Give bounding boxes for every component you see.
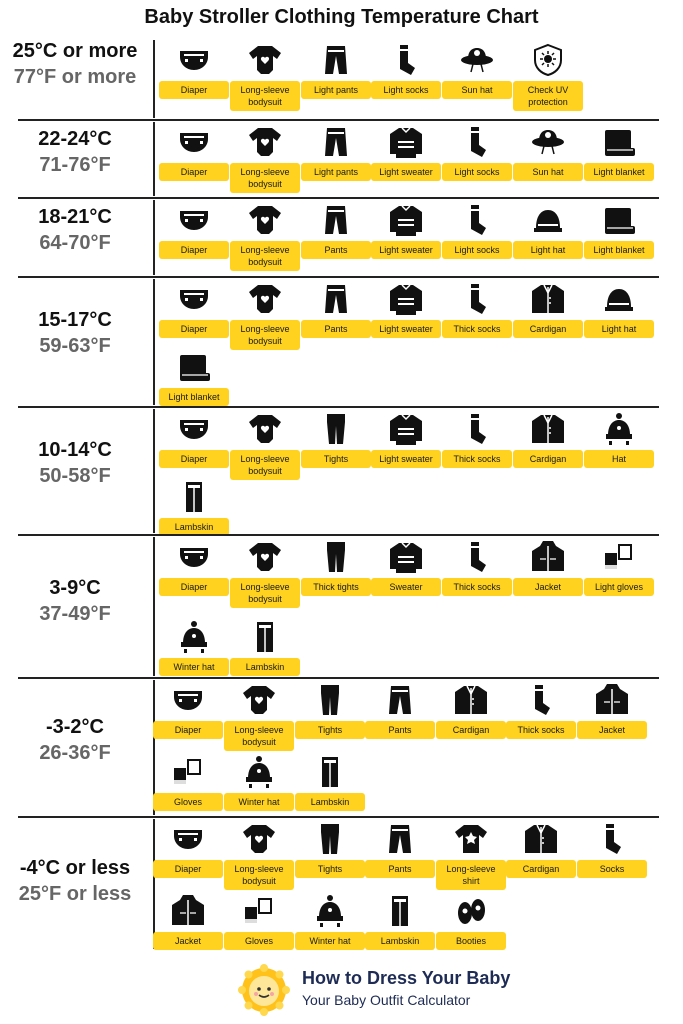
row-divider bbox=[18, 119, 659, 121]
socks-icon bbox=[459, 411, 495, 447]
clothing-label: Diaper bbox=[159, 241, 229, 259]
clothing-item bbox=[371, 42, 441, 99]
column-divider bbox=[153, 537, 155, 676]
light-hat-icon bbox=[530, 202, 566, 238]
temperature-celsius: 15-17°C bbox=[38, 309, 112, 331]
clothing-label: Light blanket bbox=[159, 388, 229, 406]
brand-tagline: Your Baby Outfit Calculator bbox=[302, 992, 471, 1008]
pants-icon bbox=[318, 202, 354, 238]
bodysuit-icon bbox=[247, 124, 283, 160]
clothing-item bbox=[371, 539, 441, 596]
jacket-icon bbox=[170, 893, 206, 929]
temperature-fahrenheit: 77°F or more bbox=[13, 66, 137, 88]
clothing-item bbox=[295, 754, 365, 811]
temperature-fahrenheit: 71-76°F bbox=[39, 154, 111, 176]
diaper-icon bbox=[176, 539, 212, 575]
clothing-item bbox=[506, 821, 576, 878]
clothing-item bbox=[159, 539, 229, 596]
blanket-icon bbox=[601, 124, 637, 160]
temperature-range bbox=[0, 40, 150, 88]
diaper-icon bbox=[176, 124, 212, 160]
clothing-label: Thick tights bbox=[301, 578, 371, 596]
temperature-celsius: 25°C or more bbox=[12, 40, 138, 62]
clothing-item bbox=[442, 202, 512, 259]
clothing-item bbox=[159, 124, 229, 181]
clothing-item bbox=[301, 124, 371, 181]
clothing-label: Check UV protection bbox=[513, 81, 583, 111]
diaper-icon bbox=[176, 411, 212, 447]
clothing-label: Cardigan bbox=[513, 320, 583, 338]
temperature-range bbox=[0, 857, 150, 905]
clothing-label: Jacket bbox=[577, 721, 647, 739]
clothing-item bbox=[513, 411, 583, 468]
pants-icon bbox=[318, 42, 354, 78]
clothing-item bbox=[584, 202, 654, 259]
clothing-label: Light blanket bbox=[584, 241, 654, 259]
clothing-label: Long-sleeve bodysuit bbox=[230, 81, 300, 111]
winter-hat-icon bbox=[601, 411, 637, 447]
cardigan-icon bbox=[453, 682, 489, 718]
temperature-range bbox=[0, 716, 150, 764]
clothing-label: Light pants bbox=[301, 81, 371, 99]
sweater-icon bbox=[388, 124, 424, 160]
clothing-label: Long-sleeve bodysuit bbox=[224, 721, 294, 751]
clothing-item bbox=[295, 893, 365, 950]
lambskin-icon bbox=[247, 619, 283, 655]
clothing-label: Booties bbox=[436, 932, 506, 950]
clothing-label: Cardigan bbox=[506, 860, 576, 878]
socks-icon bbox=[459, 124, 495, 160]
clothing-label: Light sweater bbox=[371, 163, 441, 181]
clothing-item bbox=[513, 539, 583, 596]
clothing-item bbox=[371, 202, 441, 259]
clothing-item bbox=[230, 411, 300, 480]
blanket-icon bbox=[176, 349, 212, 385]
clothing-item bbox=[295, 682, 365, 739]
clothing-label: Pants bbox=[365, 860, 435, 878]
clothing-label: Gloves bbox=[153, 793, 223, 811]
clothing-item bbox=[442, 281, 512, 338]
uv-shield-icon bbox=[530, 42, 566, 78]
temperature-celsius: 3-9°C bbox=[49, 577, 101, 599]
clothing-item bbox=[301, 539, 371, 596]
clothing-label: Tights bbox=[301, 450, 371, 468]
row-divider bbox=[18, 534, 659, 536]
clothing-label: Light socks bbox=[371, 81, 441, 99]
sun-hat-icon bbox=[530, 124, 566, 160]
socks-icon bbox=[388, 42, 424, 78]
clothing-label: Diaper bbox=[159, 81, 229, 99]
diaper-icon bbox=[176, 42, 212, 78]
clothing-item bbox=[436, 821, 506, 890]
clothing-item bbox=[224, 682, 294, 751]
shirt-icon bbox=[453, 821, 489, 857]
column-divider bbox=[153, 279, 155, 405]
temperature-celsius: 10-14°C bbox=[38, 439, 112, 461]
jacket-icon bbox=[530, 539, 566, 575]
row-divider bbox=[18, 276, 659, 278]
socks-icon bbox=[459, 539, 495, 575]
diaper-icon bbox=[170, 821, 206, 857]
booties-icon bbox=[453, 893, 489, 929]
clothing-item bbox=[224, 754, 294, 811]
clothing-item bbox=[584, 411, 654, 468]
clothing-label: Gloves bbox=[224, 932, 294, 950]
row-divider bbox=[18, 677, 659, 679]
clothing-label: Winter hat bbox=[159, 658, 229, 676]
bodysuit-icon bbox=[241, 682, 277, 718]
clothing-item bbox=[301, 281, 371, 338]
gloves-icon bbox=[601, 539, 637, 575]
socks-icon bbox=[459, 202, 495, 238]
clothing-item bbox=[365, 821, 435, 878]
clothing-item bbox=[371, 411, 441, 468]
clothing-item bbox=[230, 539, 300, 608]
bodysuit-icon bbox=[247, 42, 283, 78]
gloves-icon bbox=[241, 893, 277, 929]
clothing-item bbox=[371, 124, 441, 181]
clothing-label: Long-sleeve bodysuit bbox=[224, 860, 294, 890]
clothing-label: Pants bbox=[365, 721, 435, 739]
clothing-label: Light sweater bbox=[371, 320, 441, 338]
clothing-item bbox=[159, 202, 229, 259]
column-divider bbox=[153, 200, 155, 275]
blanket-icon bbox=[601, 202, 637, 238]
temperature-fahrenheit: 64-70°F bbox=[39, 232, 111, 254]
cardigan-icon bbox=[523, 821, 559, 857]
temperature-fahrenheit: 59-63°F bbox=[39, 335, 111, 357]
clothing-item bbox=[442, 124, 512, 181]
clothing-item bbox=[513, 124, 583, 181]
row-divider bbox=[18, 197, 659, 199]
sweater-icon bbox=[388, 411, 424, 447]
clothing-label: Light pants bbox=[301, 163, 371, 181]
clothing-label: Long-sleeve bodysuit bbox=[230, 320, 300, 350]
lambskin-icon bbox=[312, 754, 348, 790]
column-divider bbox=[153, 40, 155, 118]
clothing-label: Long-sleeve shirt bbox=[436, 860, 506, 890]
clothing-item bbox=[442, 539, 512, 596]
clothing-label: Cardigan bbox=[436, 721, 506, 739]
clothing-label: Light socks bbox=[442, 163, 512, 181]
clothing-item bbox=[513, 281, 583, 338]
clothing-label: Jacket bbox=[513, 578, 583, 596]
temperature-celsius: -4°C or less bbox=[19, 857, 131, 879]
clothing-item bbox=[224, 893, 294, 950]
clothing-item bbox=[159, 281, 229, 338]
clothing-item bbox=[584, 124, 654, 181]
clothing-label: Sun hat bbox=[513, 163, 583, 181]
bodysuit-icon bbox=[247, 202, 283, 238]
clothing-label: Tights bbox=[295, 721, 365, 739]
temperature-fahrenheit: 26-36°F bbox=[39, 742, 111, 764]
clothing-item bbox=[230, 124, 300, 193]
winter-hat-icon bbox=[312, 893, 348, 929]
cardigan-icon bbox=[530, 411, 566, 447]
clothing-item bbox=[436, 893, 506, 950]
clothing-label: Diaper bbox=[159, 320, 229, 338]
clothing-item bbox=[230, 281, 300, 350]
clothing-label: Tights bbox=[295, 860, 365, 878]
row-divider bbox=[18, 816, 659, 818]
clothing-label: Lambskin bbox=[365, 932, 435, 950]
socks-icon bbox=[594, 821, 630, 857]
clothing-item bbox=[230, 202, 300, 271]
temperature-range bbox=[0, 439, 150, 487]
sun-baby-logo-icon bbox=[238, 964, 290, 1016]
clothing-label: Pants bbox=[301, 241, 371, 259]
clothing-item bbox=[577, 821, 647, 878]
column-divider bbox=[153, 122, 155, 196]
clothing-label: Sun hat bbox=[442, 81, 512, 99]
temperature-range bbox=[0, 128, 150, 176]
clothing-label: Long-sleeve bodysuit bbox=[230, 450, 300, 480]
clothing-label: Jacket bbox=[153, 932, 223, 950]
clothing-label: Light blanket bbox=[584, 163, 654, 181]
clothing-label: Thick socks bbox=[442, 578, 512, 596]
chart-title: Baby Stroller Clothing Temperature Chart bbox=[144, 6, 539, 28]
clothing-item bbox=[295, 821, 365, 878]
clothing-label: Lambskin bbox=[230, 658, 300, 676]
clothing-label: Lambskin bbox=[295, 793, 365, 811]
clothing-item bbox=[153, 754, 223, 811]
clothing-item bbox=[159, 619, 229, 676]
clothing-item bbox=[153, 682, 223, 739]
winter-hat-icon bbox=[241, 754, 277, 790]
pants-icon bbox=[382, 821, 418, 857]
clothing-item bbox=[301, 202, 371, 259]
clothing-label: Long-sleeve bodysuit bbox=[230, 241, 300, 271]
clothing-item bbox=[513, 42, 583, 111]
clothing-item bbox=[230, 42, 300, 111]
clothing-label: Long-sleeve bodysuit bbox=[230, 163, 300, 193]
clothing-label: Diaper bbox=[159, 163, 229, 181]
clothing-item bbox=[153, 893, 223, 950]
lambskin-icon bbox=[382, 893, 418, 929]
bodysuit-icon bbox=[241, 821, 277, 857]
winter-hat-icon bbox=[176, 619, 212, 655]
clothing-item bbox=[442, 411, 512, 468]
clothing-label: Light socks bbox=[442, 241, 512, 259]
clothing-item bbox=[153, 821, 223, 878]
clothing-item bbox=[513, 202, 583, 259]
clothing-label: Thick socks bbox=[506, 721, 576, 739]
clothing-label: Lambskin bbox=[159, 518, 229, 536]
tights-icon bbox=[312, 821, 348, 857]
pants-icon bbox=[382, 682, 418, 718]
clothing-label: Thick socks bbox=[442, 320, 512, 338]
clothing-item bbox=[159, 42, 229, 99]
temperature-celsius: 22-24°C bbox=[38, 128, 112, 150]
pants-icon bbox=[318, 281, 354, 317]
column-divider bbox=[153, 409, 155, 533]
clothing-item bbox=[577, 682, 647, 739]
clothing-item bbox=[159, 479, 229, 536]
temperature-range bbox=[0, 309, 150, 357]
row-divider bbox=[18, 406, 659, 408]
clothing-label: Thick socks bbox=[442, 450, 512, 468]
socks-icon bbox=[459, 281, 495, 317]
clothing-label: Light hat bbox=[584, 320, 654, 338]
temperature-fahrenheit: 50-58°F bbox=[39, 465, 111, 487]
diaper-icon bbox=[176, 202, 212, 238]
brand-footer bbox=[238, 960, 558, 1020]
tights-icon bbox=[318, 411, 354, 447]
light-hat-icon bbox=[601, 281, 637, 317]
clothing-label: Hat bbox=[584, 450, 654, 468]
socks-icon bbox=[523, 682, 559, 718]
clothing-item bbox=[442, 42, 512, 99]
clothing-label: Diaper bbox=[153, 860, 223, 878]
clothing-label: Winter hat bbox=[295, 932, 365, 950]
sun-hat-icon bbox=[459, 42, 495, 78]
temperature-range bbox=[0, 577, 150, 625]
clothing-item bbox=[506, 682, 576, 739]
clothing-item bbox=[159, 411, 229, 468]
bodysuit-icon bbox=[247, 411, 283, 447]
jacket-icon bbox=[594, 682, 630, 718]
sweater-icon bbox=[388, 202, 424, 238]
clothing-item bbox=[584, 539, 654, 596]
bodysuit-icon bbox=[247, 539, 283, 575]
lambskin-icon bbox=[176, 479, 212, 515]
clothing-label: Winter hat bbox=[224, 793, 294, 811]
diaper-icon bbox=[170, 682, 206, 718]
clothing-item bbox=[371, 281, 441, 338]
clothing-item bbox=[584, 281, 654, 338]
tights-icon bbox=[312, 682, 348, 718]
temperature-fahrenheit: 37-49°F bbox=[39, 603, 111, 625]
clothing-item bbox=[301, 411, 371, 468]
clothing-item bbox=[224, 821, 294, 890]
clothing-label: Light gloves bbox=[584, 578, 654, 596]
pants-icon bbox=[318, 124, 354, 160]
clothing-item bbox=[159, 349, 229, 406]
temperature-fahrenheit: 25°F or less bbox=[18, 883, 132, 905]
clothing-label: Pants bbox=[301, 320, 371, 338]
clothing-label: Light sweater bbox=[371, 450, 441, 468]
clothing-label: Sweater bbox=[371, 578, 441, 596]
clothing-label: Light sweater bbox=[371, 241, 441, 259]
gloves-icon bbox=[170, 754, 206, 790]
clothing-label: Long-sleeve bodysuit bbox=[230, 578, 300, 608]
brand-name: How to Dress Your Baby bbox=[302, 968, 511, 988]
sweater-icon bbox=[388, 281, 424, 317]
clothing-item bbox=[301, 42, 371, 99]
sweater-icon bbox=[388, 539, 424, 575]
bodysuit-icon bbox=[247, 281, 283, 317]
temperature-celsius: 18-21°C bbox=[38, 206, 112, 228]
clothing-label: Socks bbox=[577, 860, 647, 878]
clothing-label: Diaper bbox=[159, 450, 229, 468]
temperature-celsius: -3-2°C bbox=[45, 716, 104, 738]
clothing-label: Cardigan bbox=[513, 450, 583, 468]
clothing-label: Light hat bbox=[513, 241, 583, 259]
clothing-item bbox=[230, 619, 300, 676]
diaper-icon bbox=[176, 281, 212, 317]
clothing-item bbox=[365, 893, 435, 950]
clothing-label: Diaper bbox=[159, 578, 229, 596]
cardigan-icon bbox=[530, 281, 566, 317]
clothing-item bbox=[365, 682, 435, 739]
clothing-item bbox=[436, 682, 506, 739]
clothing-label: Diaper bbox=[153, 721, 223, 739]
temperature-range bbox=[0, 206, 150, 254]
tights-icon bbox=[318, 539, 354, 575]
